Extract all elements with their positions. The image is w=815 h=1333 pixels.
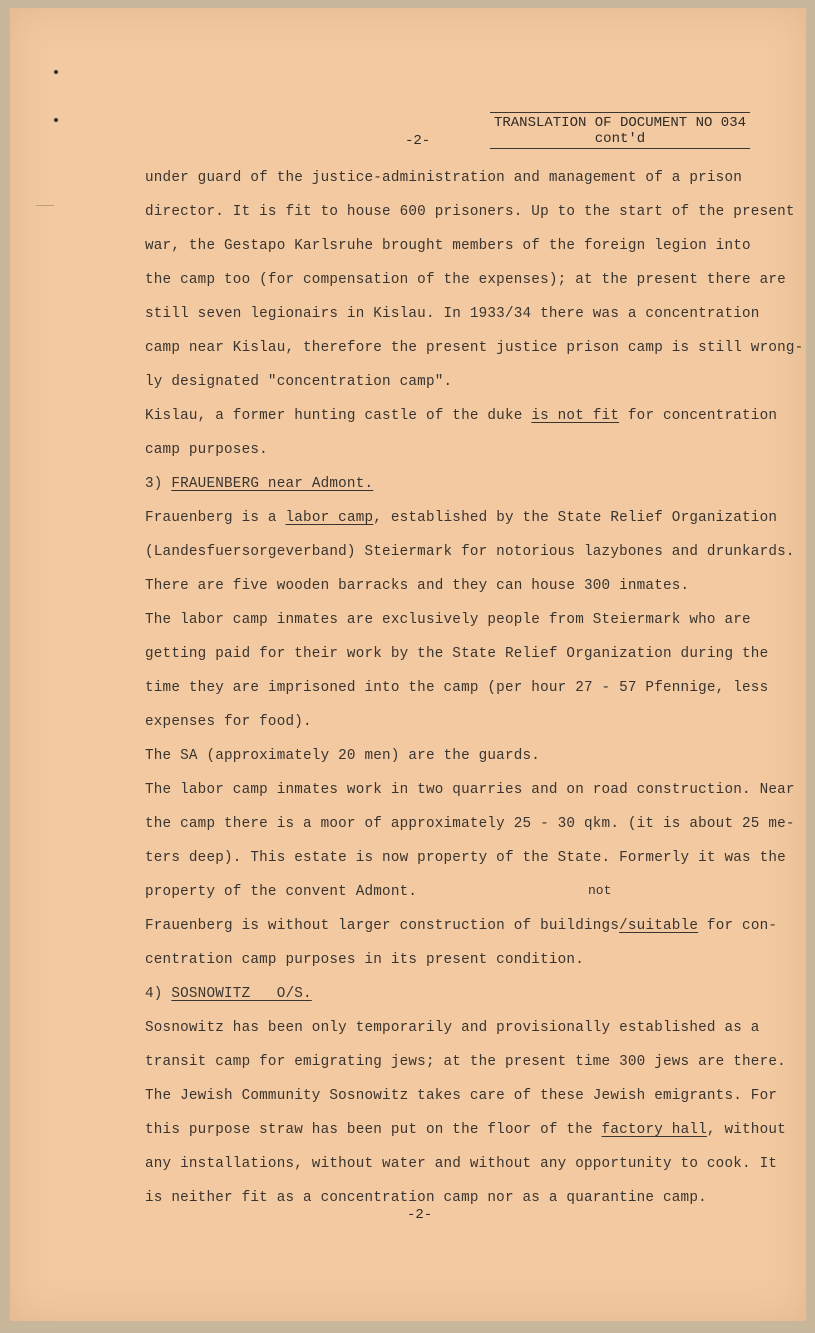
- header-continued: cont'd: [594, 131, 646, 147]
- text-run: this purpose straw has been put on the floor of the: [145, 1122, 602, 1138]
- document-body: [145, 161, 804, 1215]
- page-number-top: -2-: [405, 133, 431, 149]
- text-line: The SA (approximately 20 men) are the guards.: [145, 748, 541, 764]
- underlined-text: factory hall: [601, 1122, 707, 1138]
- section-heading: [145, 977, 785, 1011]
- text-line: the camp there is a moor of approximately 25 - 30 qkm. (it is about 25 me-: [145, 816, 795, 832]
- text-line: war, the Gestapo Karlsruhe brought members of the foreign legion into: [145, 238, 751, 254]
- text-line: ters deep). This estate is now property of the State. Formerly it was the: [145, 850, 786, 866]
- text-line: There are five wooden barracks and they can house 300 inmates.: [145, 578, 690, 594]
- text-run: Frauenberg is a: [145, 510, 286, 526]
- page-number-bottom: -2-: [407, 1207, 433, 1223]
- underlined-text: labor camp: [285, 510, 374, 526]
- translation-header: [490, 112, 750, 149]
- text-run: , established by the State Relief Organization: [373, 510, 778, 526]
- document-page: [10, 8, 806, 1321]
- punch-hole-top: [54, 70, 58, 74]
- text-line: director. It is fit to house 600 prisoners. Up to the start of the present: [145, 204, 795, 220]
- text-line: still seven legionairs in Kislau. In 1933/34 there was a concentration: [145, 306, 760, 322]
- text-run: for con-: [698, 918, 778, 934]
- underlined-text: /suitable: [619, 918, 699, 934]
- typed-correction: not: [588, 883, 612, 898]
- text-run: for concentration: [619, 408, 778, 424]
- text-line: [145, 399, 785, 433]
- text-line: ly designated "concentration camp".: [145, 374, 453, 390]
- margin-mark: [36, 205, 54, 206]
- text-run: , without: [706, 1122, 786, 1138]
- text-line: (Landesfuersorgeverband) Steiermark for notorious lazybones and drunkards.: [145, 544, 795, 560]
- text-line: [145, 501, 785, 535]
- section-title: FRAUENBERG near Admont.: [171, 476, 374, 492]
- header-title: TRANSLATION OF DOCUMENT NO 034: [493, 115, 747, 131]
- punch-hole-bottom: [54, 118, 58, 122]
- text-line: [145, 909, 785, 943]
- section-title: SOSNOWITZ O/S.: [171, 986, 312, 1002]
- text-line: any installations, without water and without any opportunity to cook. It: [145, 1156, 778, 1172]
- text-line: [145, 1113, 785, 1147]
- text-line: transit camp for emigrating jews; at the present time 300 jews are there.: [145, 1054, 786, 1070]
- text-line: camp purposes.: [145, 442, 268, 458]
- text-run: Frauenberg is without larger construction of buildings: [145, 918, 620, 934]
- text-line: The labor camp inmates are exclusively people from Steiermark who are: [145, 612, 751, 628]
- text-line: centration camp purposes in its present condition.: [145, 952, 584, 968]
- text-run: Kislau, a former hunting castle of the duke: [145, 408, 532, 424]
- section-number: 4): [145, 986, 172, 1002]
- text-line: under guard of the justice-administration and management of a prison: [145, 170, 743, 186]
- underlined-text: is not fit: [531, 408, 620, 424]
- text-line: property of the convent Admont.: [145, 884, 418, 900]
- section-number: 3): [145, 476, 172, 492]
- text-line: getting paid for their work by the State Relief Organization during the: [145, 646, 769, 662]
- text-line: The labor camp inmates work in two quarries and on road construction. Near: [145, 782, 795, 798]
- text-line: The Jewish Community Sosnowitz takes care of these Jewish emigrants. For: [145, 1088, 778, 1104]
- text-line: Sosnowitz has been only temporarily and provisionally established as a: [145, 1020, 760, 1036]
- text-line: is neither fit as a concentration camp nor as a quarantine camp.: [145, 1190, 707, 1206]
- text-line: expenses for food).: [145, 714, 312, 730]
- text-line: the camp too (for compensation of the expenses); at the present there are: [145, 272, 786, 288]
- section-heading: [145, 467, 785, 501]
- text-line: time they are imprisoned into the camp (per hour 27 - 57 Pfennige, less: [145, 680, 769, 696]
- text-line: camp near Kislau, therefore the present justice prison camp is still wrong-: [145, 340, 804, 356]
